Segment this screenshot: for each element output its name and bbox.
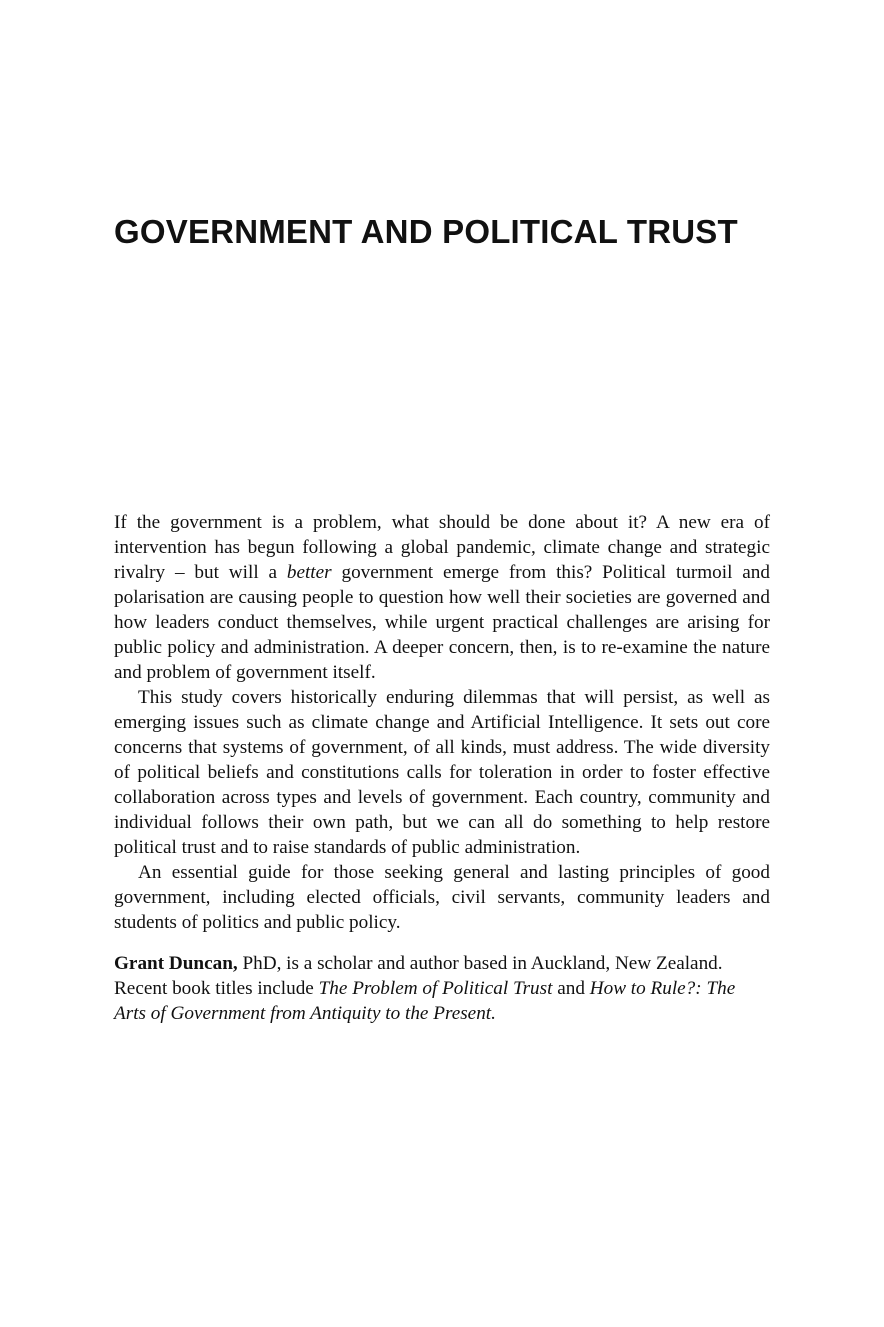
author-name: Grant Duncan, bbox=[114, 953, 238, 974]
author-bio bbox=[114, 951, 770, 1026]
author-bio-text-c: . bbox=[491, 1003, 496, 1024]
blurb-paragraph-2: This study covers historically enduring dilemmas that will persist, as well as emerging issues such as climate change and Artificial Intelligence. It sets out core concerns that systems of government, of all kinds, must address. The wide diversity of political beliefs and constitutions calls for toleration in order to foster effective collaboration across types and levels of government. Each country, community and individual follows their own path, but we can all do something to help restore political trust and to raise standards of public administration. bbox=[114, 687, 770, 858]
blurb-paragraph-3: An essential guide for those seeking general and lasting principles of good government, including elected officials, civil servants, community leaders and students of politics and public policy. bbox=[114, 862, 770, 933]
book-title-1: The Problem of Political Trust bbox=[318, 978, 553, 999]
book-title-2: How to Rule?: The Arts of Government from Antiquity to the Present bbox=[114, 978, 736, 1024]
blurb-emphasis-better: better bbox=[286, 562, 332, 583]
page-title: GOVERNMENT AND POLITICAL TRUST bbox=[114, 213, 738, 250]
blurb-paragraph-1-part-b: government emerge from this? Political turmoil and polarisation are causing people to question how well their societies are governed and how leaders conduct themselves, while urgent practical challenges are arising for public policy and administration. A deeper concern, then, is to re-examine the nature and problem of government itself. bbox=[114, 562, 770, 683]
author-bio-text-b: and bbox=[552, 978, 590, 999]
blurb-text bbox=[114, 510, 770, 1026]
author-bio-text-a: PhD, is a scholar and author based in Auckland, New Zealand. Recent book titles include bbox=[114, 953, 723, 999]
blurb-paragraph-1-part-a: If the government is a problem, what should be done about it? A new era of intervention has begun following a global pandemic, climate change and strategic rivalry – but will a bbox=[114, 512, 770, 583]
blurb-paragraph-1 bbox=[114, 510, 770, 685]
